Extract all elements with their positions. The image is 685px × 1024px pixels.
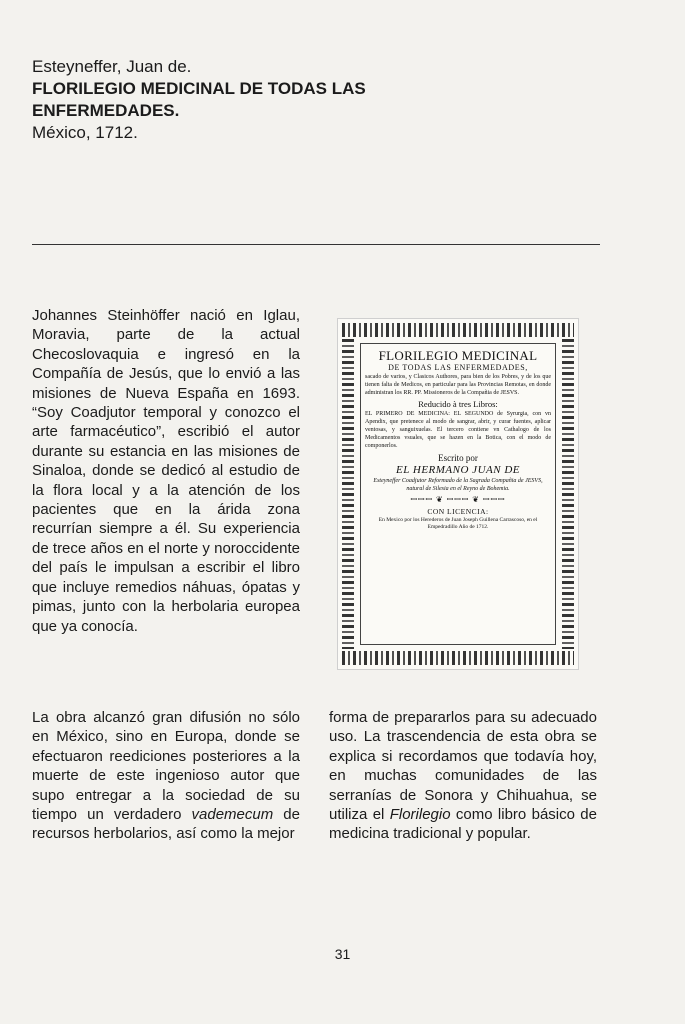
ornament-border-bottom — [342, 651, 574, 665]
tp-reduced: Reducido à tres Libros: — [418, 399, 498, 409]
text-run: como libro básico de medicina tradicional y popular. — [329, 806, 597, 843]
paragraph-diffusion — [32, 708, 300, 844]
text-run: de recursos herbolarios, así como la mejor — [32, 806, 300, 843]
text-column-2 — [32, 708, 300, 844]
ornament-border-right — [562, 339, 574, 649]
tp-description: sacado de varios, y Clasicos Authores, para bien de los Pobres, y de los que tienen falta de Medicos, en particular para las Provincias Remotas, en donde administran los RR. PP. Missioneros de la Compañia de JESVS. — [365, 374, 551, 396]
paragraph-significance — [329, 708, 597, 844]
title-page-image — [337, 318, 579, 670]
tp-title: FLORILEGIO MEDICINAL — [378, 348, 538, 363]
page-number: 31 — [334, 946, 351, 962]
text-column-1 — [32, 306, 300, 636]
tp-subtitle: DE TODAS LAS ENFERMEDADES, — [388, 363, 528, 372]
tp-license: CON LICENCIA: — [427, 507, 489, 516]
catalog-heading — [32, 56, 462, 144]
tp-imprint: En Mexico por los Herederos de Juan Joseph Guillena Carrascoso, en el Empedradillo Año de 1712. — [378, 517, 538, 530]
ornament-border-top — [342, 323, 574, 337]
tp-ornament: ꟷꟷꟷ ❦ ꟷꟷꟷ ❦ ꟷꟷꟷ — [410, 495, 506, 504]
ornament-border-left — [342, 339, 354, 649]
tp-author-desc: Esteyneffer Coadjutor Reformado de la Sagrada Compañia de JESVS, natural de Silesia en el Reyno de Bohemia. — [373, 478, 543, 492]
place-date: México, 1712. — [32, 123, 138, 142]
text-run: La obra alcanzó gran difusión no sólo en México, sino en Europa, donde se efectuaron reediciones posteriores a la muerte de este ingenioso autor que supo entregar a la sociedad de su tiempo un verdadero — [32, 709, 300, 824]
text-column-3 — [329, 708, 597, 844]
author-name: Esteyneffer, Juan de. — [32, 57, 192, 76]
paragraph-biography: Johannes Steinhöffer nació en Iglau, Moravia, parte de la actual Checoslovaquia e ingresó en la Compañía de Jesús, que lo envió a las misiones de Nueva España en 1693. “Soy Coadjutor temporal y conozco el arte farmacéutico”, escribió el autor durante su estancia en las misiones de Sinaloa, donde se dedicó al estudio de la flora local y a la atención de los pacientes que en la árida zona recurrían siempre a él. Su experiencia de trece años en el norte y noroccidente del país le impulsan a escribir el libro que incluye remedios náhuas, ópatas y pimas, junto con la herbolaria europea que ya conocía. — [32, 307, 300, 635]
divider-rule — [32, 244, 600, 245]
title-page-frame — [360, 343, 556, 645]
tp-written-by: Escrito por — [438, 453, 478, 463]
italic-term: Florilegio — [389, 806, 451, 824]
book-title: FLORILEGIO MEDICINAL DE TODAS LAS ENFERMEDADES. — [32, 79, 366, 120]
text-run: forma de prepararlos para su adecuado uso. La trascendencia de esta obra se explica si recordamos que todavía hoy, en muchas comunidades de las serranías de Sonora y Chihuahua, se utiliza el — [329, 709, 597, 824]
tp-books: EL PRIMERO DE MEDICINA: EL SEGUNDO de Syrurgia, con vn Apendix, que pretenece al modo de sangrar, abrir, y curar fuentes, aplicar ventosas, y sanguixuelas. El tercero contiene vn Cathalogo de los Medicamentos vsuales, que se hazen en la Botica, con el modo de componerlos. — [365, 411, 551, 449]
italic-term: vademecum — [191, 806, 274, 824]
tp-author: EL HERMANO JUAN DE — [396, 464, 520, 476]
